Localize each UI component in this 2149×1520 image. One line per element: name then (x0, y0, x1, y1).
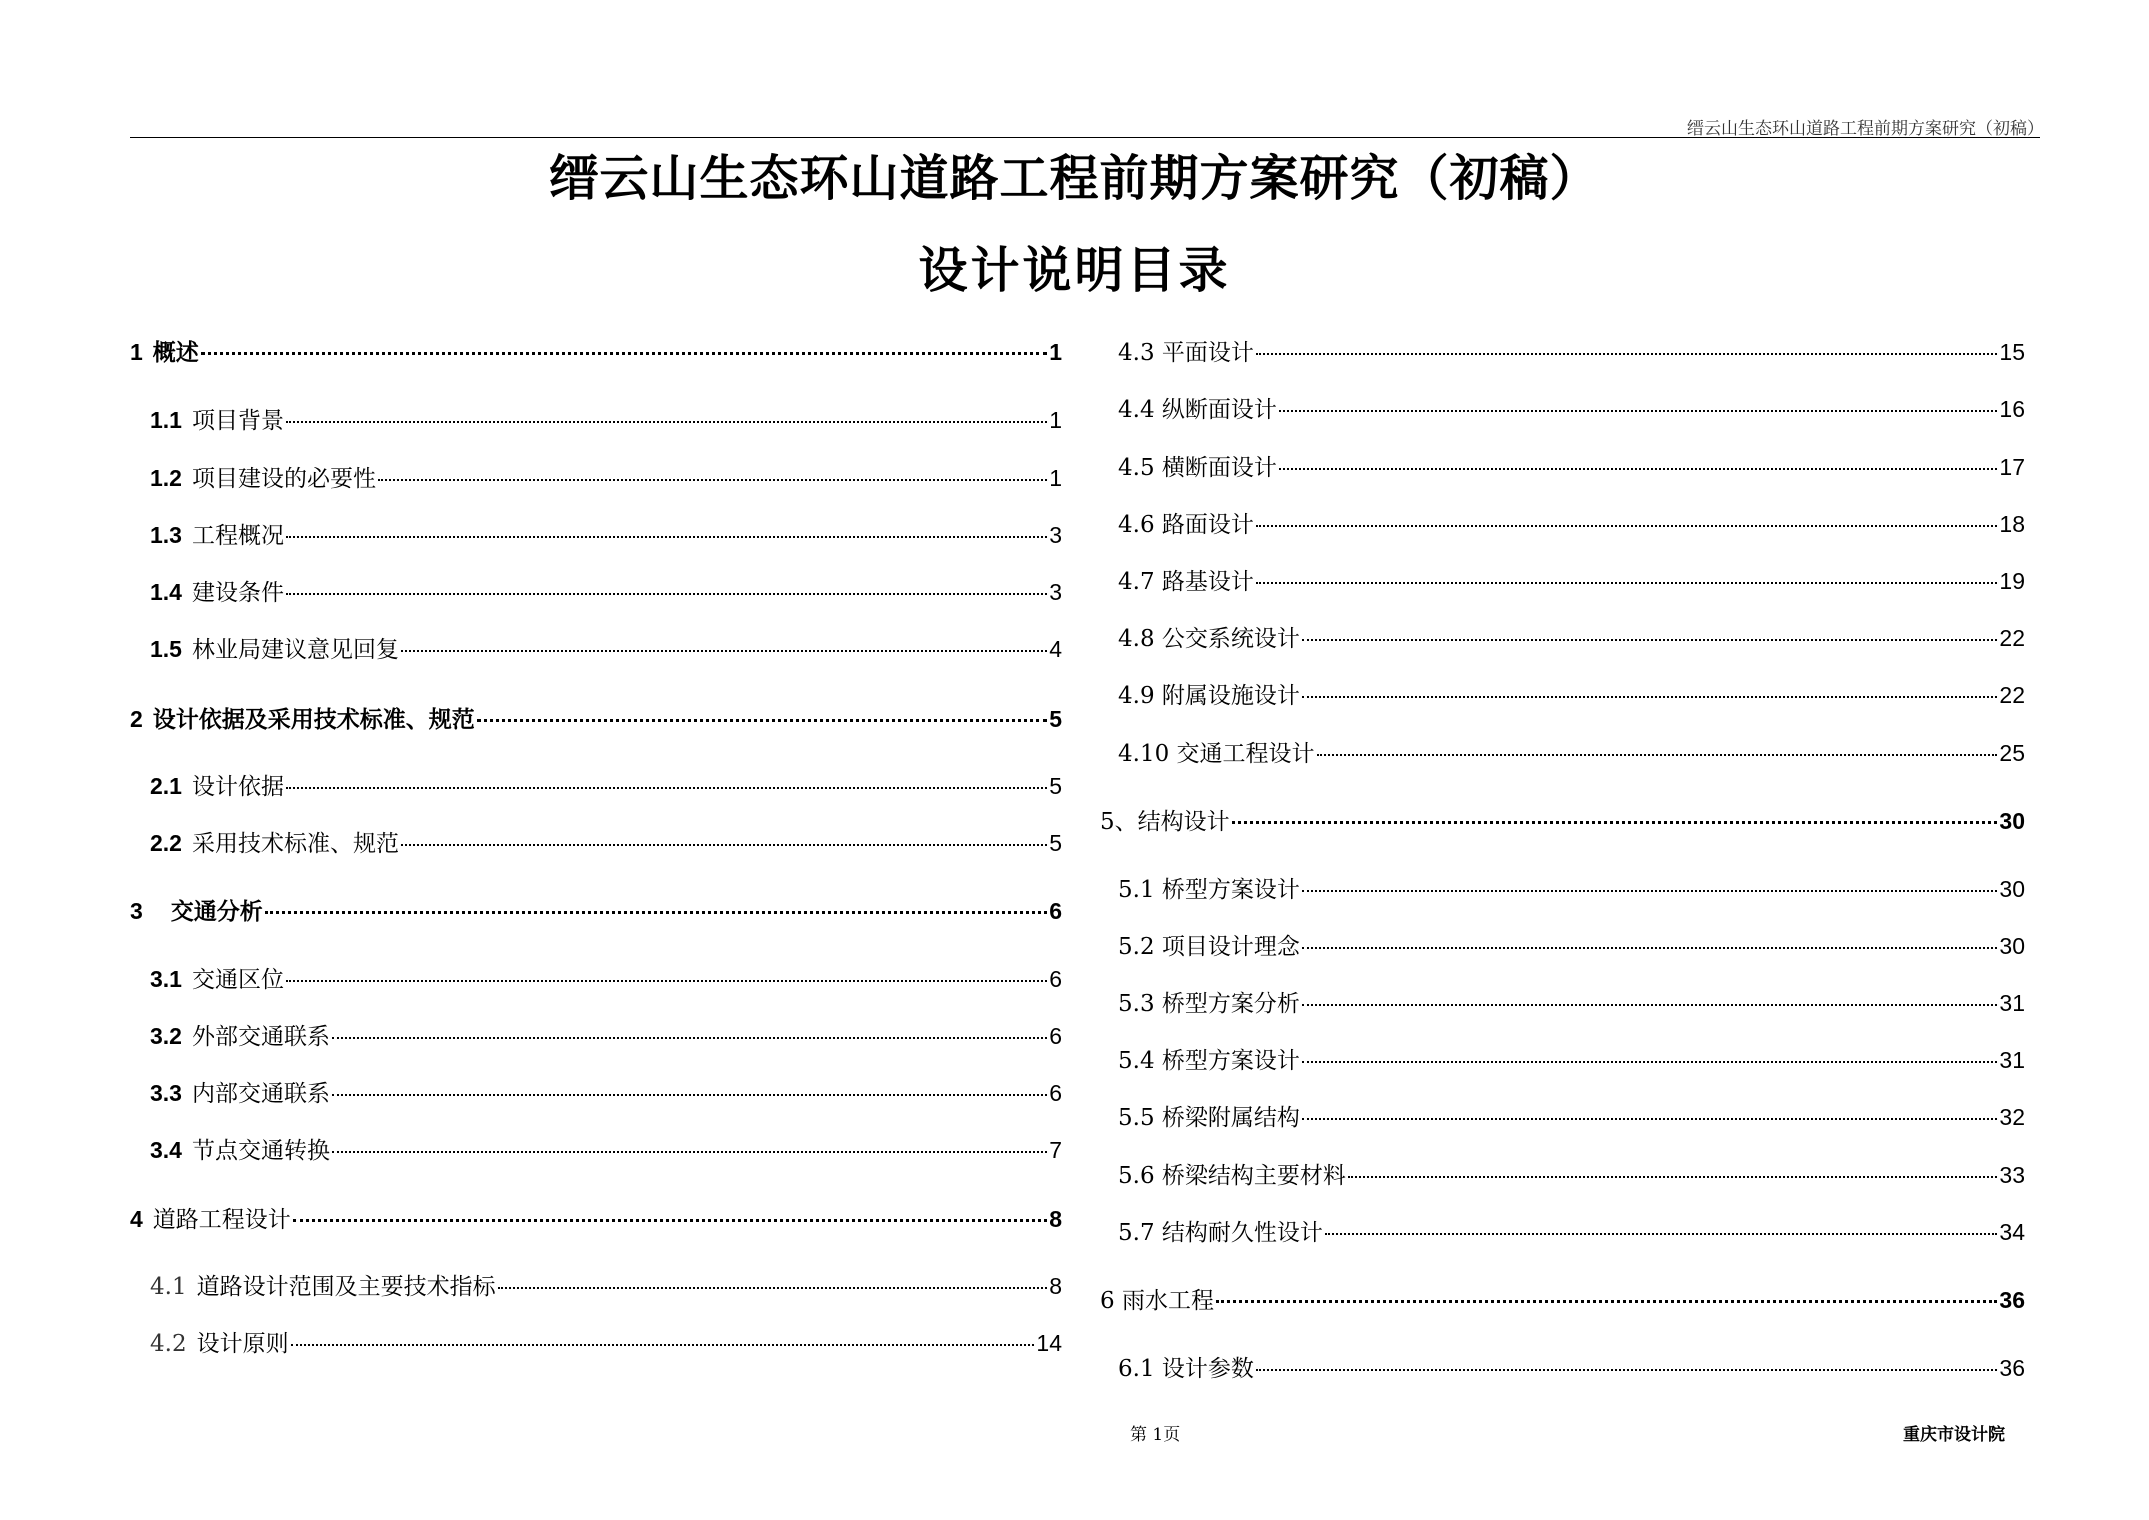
toc-entry-page: 33 (1999, 1162, 2025, 1188)
toc-entry-page: 5 (1049, 830, 1062, 856)
toc-entry-number: 3.1 (150, 966, 182, 992)
toc-entry-page: 4 (1049, 636, 1062, 662)
toc-entry-page: 18 (1999, 511, 2025, 537)
toc-entry[interactable] (1118, 871, 2025, 907)
toc-leader (332, 1094, 1047, 1096)
toc-entry-label: 采用技术标准、规范 (191, 831, 399, 857)
toc-entry-label: 4.10 交通工程设计 (1118, 741, 1315, 767)
toc-entry-label: 6 雨水工程 (1100, 1288, 1214, 1314)
toc-leader (498, 1287, 1048, 1289)
toc-entry[interactable] (1100, 1282, 2025, 1318)
toc-leader (201, 352, 1047, 355)
toc-entry[interactable] (1118, 1099, 2025, 1135)
toc-leader (401, 844, 1047, 846)
toc-entry[interactable] (150, 631, 1062, 667)
toc-entry-page: 8 (1049, 1273, 1062, 1299)
toc-entry-page: 22 (1999, 625, 2025, 651)
toc-entry[interactable] (150, 1018, 1062, 1054)
toc-entry-label: 5.3 桥型方案分析 (1118, 991, 1300, 1017)
toc-entry[interactable] (150, 574, 1062, 610)
toc-leader (1302, 639, 1998, 641)
toc-leader (286, 980, 1047, 982)
toc-leader (286, 593, 1047, 595)
toc-entry-page: 17 (1999, 454, 2025, 480)
toc-entry-page: 36 (1999, 1355, 2025, 1381)
toc-entry[interactable] (1118, 391, 2025, 427)
toc-entry-page: 34 (1999, 1219, 2025, 1245)
toc-entry-label: 工程概况 (191, 523, 284, 549)
toc-entry[interactable] (130, 893, 1062, 929)
toc-leader (265, 911, 1047, 914)
toc-entry-label: 4.6 路面设计 (1118, 512, 1254, 538)
toc-entry-page: 19 (1999, 568, 2025, 594)
toc-entry-label: 4.4 纵断面设计 (1118, 397, 1277, 423)
toc-entry-label: 项目建设的必要性 (191, 466, 376, 492)
footer-organization: 重庆市设计院 (1903, 1425, 2005, 1445)
toc-leader (1232, 821, 1998, 824)
toc-leader (1256, 582, 1998, 584)
toc-entry-label: 5.2 项目设计理念 (1118, 934, 1300, 960)
toc-entry[interactable] (130, 1201, 1062, 1237)
toc-entry-label: 5.1 桥型方案设计 (1118, 877, 1300, 903)
toc-leader (1317, 754, 1998, 756)
toc-leader (1216, 1300, 1997, 1303)
toc-entry-number: 1.2 (150, 465, 182, 491)
toc-entry[interactable] (150, 517, 1062, 553)
toc-entry-number: 2 (130, 706, 143, 732)
toc-entry-page: 30 (1999, 876, 2025, 902)
toc-entry[interactable] (1118, 334, 2025, 370)
toc-entry[interactable] (150, 402, 1062, 438)
toc-entry-label: 内部交通联系 (191, 1081, 330, 1107)
toc-entry-number: 3 (130, 898, 143, 924)
toc-entry-page: 8 (1049, 1206, 1062, 1232)
toc-entry-number: 1.5 (150, 636, 182, 662)
toc-entry[interactable] (1118, 735, 2025, 771)
toc-entry[interactable] (1118, 1042, 2025, 1078)
toc-leader (477, 719, 1047, 722)
toc-leader (1256, 353, 1998, 355)
toc-entry-number: 1.4 (150, 579, 182, 605)
toc-entry-page: 15 (1999, 339, 2025, 365)
toc-entry-page: 5 (1049, 773, 1062, 799)
toc-title: 设计说明目录 (918, 241, 1231, 299)
toc-entry-number: 4 (130, 1206, 143, 1232)
toc-entry-page: 22 (1999, 682, 2025, 708)
toc-entry-label: 5.5 桥梁附属结构 (1118, 1105, 1300, 1131)
toc-entry-page: 25 (1999, 740, 2025, 766)
toc-entry-label: 5.4 桥型方案设计 (1118, 1048, 1300, 1074)
toc-entry[interactable] (150, 1132, 1062, 1168)
toc-entry-page: 32 (1999, 1104, 2025, 1130)
toc-entry[interactable] (1118, 1350, 2025, 1386)
toc-entry-label: 建设条件 (191, 580, 284, 606)
toc-entry-label: 4.8 公交系统设计 (1118, 626, 1300, 652)
toc-leader (1302, 947, 1998, 949)
header-divider (130, 137, 2040, 138)
toc-entry-page: 6 (1049, 1080, 1062, 1106)
toc-entry[interactable] (1118, 928, 2025, 964)
document-title: 缙云山生态环山道路工程前期方案研究（初稿） (549, 149, 1600, 207)
toc-entry-label: 6.1 设计参数 (1118, 1356, 1254, 1382)
toc-entry-page: 6 (1049, 898, 1062, 924)
toc-entry[interactable] (1118, 1157, 2025, 1193)
toc-leader (1302, 890, 1998, 892)
toc-entry-number: 2.2 (150, 830, 182, 856)
toc-entry[interactable] (150, 460, 1062, 496)
toc-entry-page: 36 (1999, 1287, 2025, 1313)
toc-entry[interactable] (1100, 803, 2025, 839)
toc-entry[interactable] (150, 825, 1062, 861)
toc-entry-page: 3 (1049, 522, 1062, 548)
toc-entry-page: 6 (1049, 966, 1062, 992)
toc-entry-label: 项目背景 (191, 408, 284, 434)
toc-entry-number: 3.4 (150, 1137, 182, 1163)
toc-entry[interactable] (150, 768, 1062, 804)
toc-leader (1302, 1004, 1998, 1006)
toc-entry-page: 1 (1049, 407, 1062, 433)
toc-entry-label: 概述 (152, 339, 199, 366)
toc-leader (1348, 1176, 1998, 1178)
toc-leader (1256, 1369, 1998, 1371)
toc-entry-page: 31 (1999, 990, 2025, 1016)
toc-entry-label: 道路工程设计 (152, 1207, 291, 1233)
toc-entry-label: 设计依据 (191, 774, 284, 800)
toc-leader (332, 1151, 1047, 1153)
toc-leader (1256, 525, 1998, 527)
toc-entry-number: 1.3 (150, 522, 182, 548)
toc-entry-page: 1 (1049, 465, 1062, 491)
toc-entry[interactable] (1118, 985, 2025, 1021)
toc-entry-page: 31 (1999, 1047, 2025, 1073)
footer-page-number: 第 1页 (1130, 1425, 1181, 1445)
toc-leader (293, 1219, 1047, 1222)
toc-entry-label: 交通分析 (170, 898, 263, 925)
toc-entry[interactable] (150, 961, 1062, 997)
toc-entry-label: 设计依据及采用技术标准、规范 (152, 706, 475, 733)
toc-leader (332, 1037, 1047, 1039)
toc-entry-page: 7 (1049, 1137, 1062, 1163)
toc-leader (1325, 1233, 1998, 1235)
toc-leader (1279, 410, 1998, 412)
toc-entry-label: 4.5 横断面设计 (1118, 455, 1277, 481)
toc-leader (291, 1344, 1035, 1346)
toc-leader (286, 787, 1047, 789)
toc-leader (286, 421, 1047, 423)
toc-entry-label: 设计原则 (196, 1331, 289, 1357)
toc-leader (378, 479, 1047, 481)
toc-entry[interactable] (150, 1075, 1062, 1111)
toc-entry[interactable] (150, 1325, 1062, 1361)
toc-entry-label: 4.7 路基设计 (1118, 569, 1254, 595)
toc-entry[interactable] (130, 334, 1062, 370)
toc-entry[interactable] (1118, 620, 2025, 656)
toc-entry-label: 节点交通转换 (191, 1138, 330, 1164)
toc-entry-page: 3 (1049, 579, 1062, 605)
toc-entry[interactable] (150, 1268, 1062, 1304)
toc-entry-number: 1.1 (150, 407, 182, 433)
toc-entry-number: 4.1 (150, 1274, 187, 1300)
toc-entry-page: 6 (1049, 1023, 1062, 1049)
toc-entry-page: 14 (1036, 1330, 1062, 1356)
toc-entry[interactable] (1118, 449, 2025, 485)
toc-leader (1302, 1061, 1998, 1063)
toc-entry[interactable] (1118, 677, 2025, 713)
toc-entry-label: 4.3 平面设计 (1118, 340, 1254, 366)
toc-entry-label: 5、结构设计 (1100, 809, 1230, 835)
toc-leader (1302, 1118, 1998, 1120)
toc-entry[interactable] (130, 701, 1062, 737)
toc-entry-number: 1 (130, 339, 143, 365)
toc-entry-label: 交通区位 (191, 967, 284, 993)
running-header: 缙云山生态环山道路工程前期方案研究（初稿） (1687, 119, 2044, 139)
toc-entry-page: 16 (1999, 396, 2025, 422)
toc-entry-number: 2.1 (150, 773, 182, 799)
toc-leader (1302, 696, 1998, 698)
toc-leader (286, 536, 1047, 538)
toc-entry[interactable] (1118, 563, 2025, 599)
toc-entry-label: 道路设计范围及主要技术指标 (196, 1274, 496, 1300)
toc-entry-number: 3.3 (150, 1080, 182, 1106)
toc-entry-page: 30 (1999, 933, 2025, 959)
toc-leader (401, 650, 1047, 652)
toc-leader (1279, 468, 1998, 470)
toc-entry-label: 5.7 结构耐久性设计 (1118, 1220, 1323, 1246)
toc-entry-label: 4.9 附属设施设计 (1118, 683, 1300, 709)
toc-entry[interactable] (1118, 1214, 2025, 1250)
toc-entry-label: 5.6 桥梁结构主要材料 (1118, 1163, 1346, 1189)
toc-entry[interactable] (1118, 506, 2025, 542)
toc-entry-page: 1 (1049, 339, 1062, 365)
toc-entry-number: 4.2 (150, 1331, 187, 1357)
toc-entry-page: 5 (1049, 706, 1062, 732)
toc-entry-number: 3.2 (150, 1023, 182, 1049)
toc-entry-label: 林业局建议意见回复 (191, 637, 399, 663)
toc-entry-page: 30 (1999, 808, 2025, 834)
toc-entry-label: 外部交通联系 (191, 1024, 330, 1050)
